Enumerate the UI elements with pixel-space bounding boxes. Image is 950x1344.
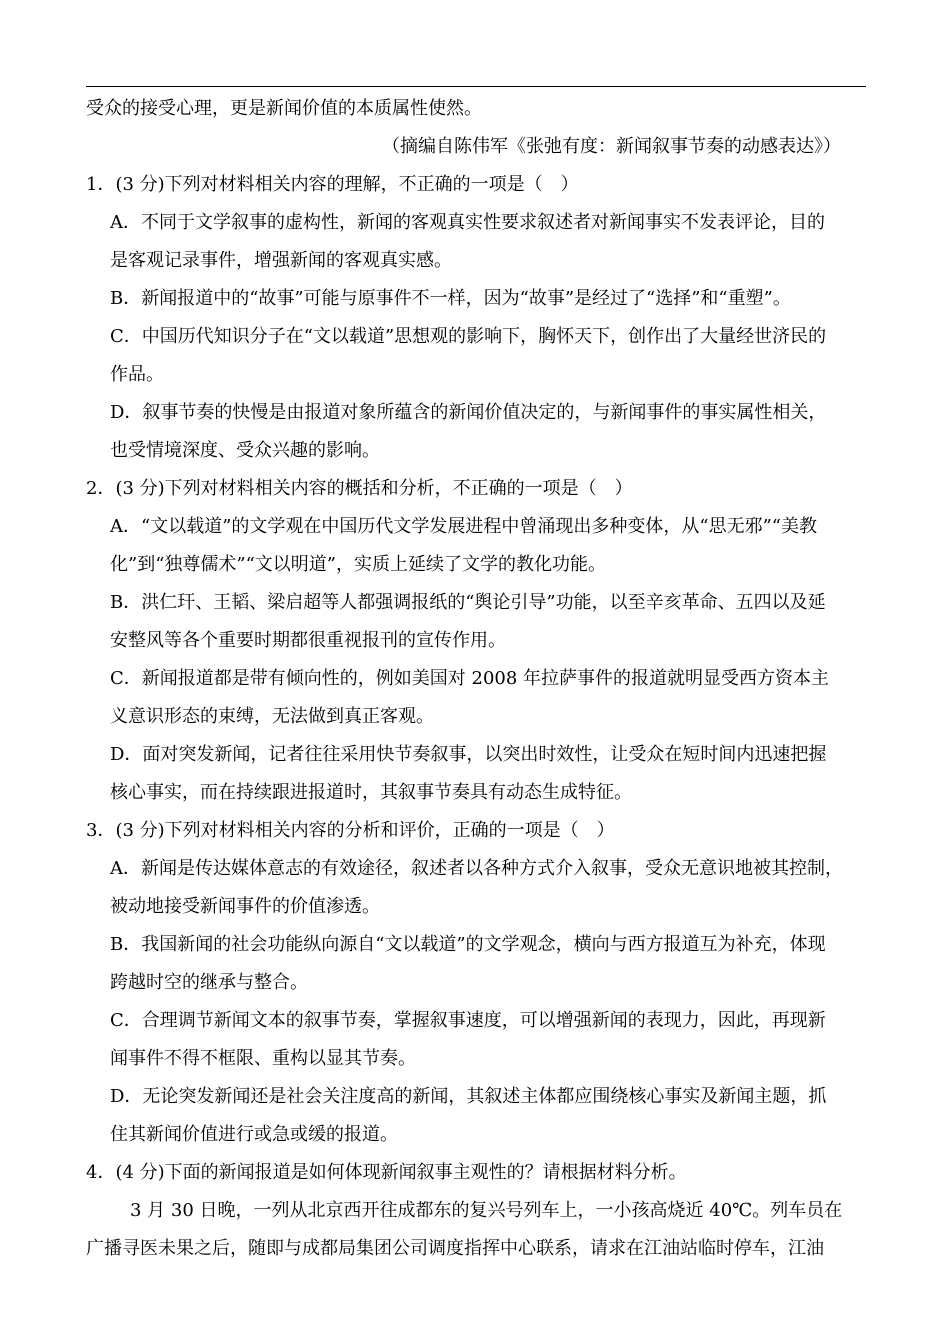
q3-option-d: D．无论突发新闻还是社会关注度高的新闻，其叙述主体都应围绕核心事实及新闻主题，抓	[110, 1086, 827, 1107]
q1-option-b: B．新闻报道中的“故事”可能与原事件不一样，因为“故事”是经过了“选择”和“重塑”。	[110, 288, 791, 309]
q2-option-d-cont: 核心事实，而在持续跟进报道时，其叙事节奏具有动态生成特征。	[110, 782, 632, 803]
q2-option-c: C．新闻报道都是带有倾向性的，例如美国对 2008 年拉萨事件的报道就明显受西方资本主	[110, 668, 830, 689]
q2-option-b-cont: 安整风等各个重要时期都很重视报刊的宣传作用。	[110, 630, 506, 651]
q3-option-a-cont: 被动地接受新闻事件的价值渗透。	[110, 896, 380, 917]
passage-line-1: 3 月 30 日晚，一列从北京西开往成都东的复兴号列车上，一小孩高烧近 40℃。列车员在	[130, 1200, 843, 1221]
q3-option-d-cont: 住其新闻价值进行或急或缓的报道。	[110, 1124, 398, 1145]
passage-line-2: 广播寻医未果之后，随即与成都局集团公司调度指挥中心联系，请求在江油站临时停车，江油	[86, 1238, 824, 1259]
q3-option-c: C．合理调节新闻文本的叙事节奏，掌握叙事速度，可以增强新闻的表现力，因此，再现新	[110, 1010, 826, 1031]
source-citation: （摘编自陈伟军《张弛有度：新闻叙事节奏的动感表达》）	[382, 136, 841, 157]
q2-option-a-cont: 化”到“独尊儒术”“文以明道”，实质上延续了文学的教化功能。	[110, 554, 607, 575]
q1-option-d-cont: 也受情境深度、受众兴趣的影响。	[110, 440, 380, 461]
header-rule	[86, 86, 866, 87]
q3-option-b: B．我国新闻的社会功能纵向源自“文以载道”的文学观念，横向与西方报道互为补充，体现	[110, 934, 826, 955]
q1-option-a: A．不同于文学叙事的虚构性，新闻的客观真实性要求叙述者对新闻事实不发表评论，目的	[110, 212, 825, 233]
question-2-stem: 2．(3 分)下列对材料相关内容的概括和分析，不正确的一项是（ ）	[86, 478, 633, 499]
question-1-stem: 1．(3 分)下列对材料相关内容的理解，不正确的一项是（ ）	[86, 174, 579, 195]
q1-option-c-cont: 作品。	[110, 364, 164, 385]
q3-option-a: A．新闻是传达媒体意志的有效途径，叙述者以各种方式介入叙事，受众无意识地被其控制，	[110, 858, 843, 879]
q1-option-d: D．叙事节奏的快慢是由报道对象所蕴含的新闻价值决定的，与新闻事件的事实属性相关，	[110, 402, 827, 423]
question-3-stem: 3．(3 分)下列对材料相关内容的分析和评价，正确的一项是（ ）	[86, 820, 615, 841]
q3-option-b-cont: 跨越时空的继承与整合。	[110, 972, 308, 993]
q1-option-c: C．中国历代知识分子在“文以载道”思想观的影响下，胸怀天下，创作出了大量经世济民的	[110, 326, 827, 347]
question-4-stem: 4．(4 分)下面的新闻报道是如何体现新闻叙事主观性的？请根据材料分析。	[86, 1162, 687, 1183]
q2-option-b: B．洪仁玕、王韬、梁启超等人都强调报纸的“舆论引导”功能，以至辛亥革命、五四以及延	[110, 592, 826, 613]
q2-option-d: D．面对突发新闻，记者往往采用快节奏叙事，以突出时效性，让受众在短时间内迅速把握	[110, 744, 827, 765]
q2-option-a: A．“文以载道”的文学观在中国历代文学发展进程中曾涌现出多种变体，从“思无邪”“美教	[110, 516, 818, 537]
lead-in-text: 受众的接受心理，更是新闻价值的本质属性使然。	[86, 98, 482, 119]
q3-option-c-cont: 闻事件不得不框限、重构以显其节奏。	[110, 1048, 416, 1069]
q1-option-a-cont: 是客观记录事件，增强新闻的客观真实感。	[110, 250, 452, 271]
q2-option-c-cont: 义意识形态的束缚，无法做到真正客观。	[110, 706, 434, 727]
